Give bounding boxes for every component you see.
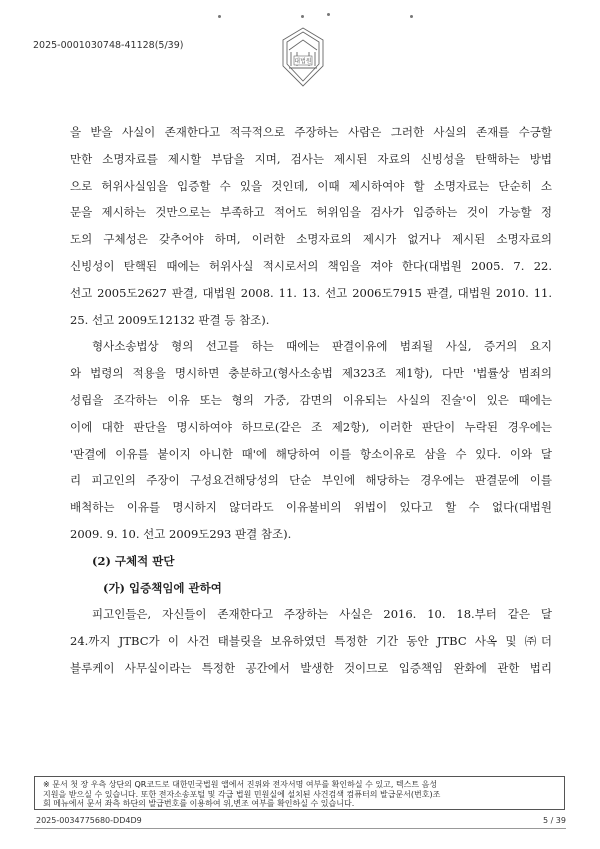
court-seal-icon xyxy=(279,26,327,88)
body-line: 2009. 9. 10. 선고 2009도293 판결 참조). xyxy=(70,526,292,541)
body-line: 만한 소명자료를 제시할 부담을 지며, 검사는 제시된 자료의 신빙성을 탄핵하는 방법 xyxy=(70,151,552,166)
body-line: 성립을 조각하는 이유 또는 형의 가중, 감면의 이유되는 사실의 진술'이 있은 때에는 xyxy=(70,392,552,407)
section-heading: (2) 구체적 판단 xyxy=(92,553,175,568)
seal-text: 대법원 xyxy=(294,58,312,65)
body-line: 선고 2005도2627 판결, 대법원 2008. 11. 13. 선고 2006도7915 판결, 대법원 2010. 11. xyxy=(70,285,552,300)
body-line: 형사소송법상 형의 선고를 하는 때에는 판결이유에 범죄될 사실, 증거의 요지 xyxy=(92,339,552,354)
body-line: 리 피고인의 주장이 구성요건해당성의 단순 부인에 해당하는 경우에는 판결문에 이를 xyxy=(70,473,552,488)
scan-dot xyxy=(327,13,330,16)
notice-line: ※ 문서 첫 장 우측 상단의 QR코드로 대한민국법원 앱에서 진위와 전자서명 여부를 확인하실 수 있고, 텍스트 음성 xyxy=(43,780,438,789)
body-line: 25. 선고 2009도12132 판결 등 참조). xyxy=(70,312,270,327)
body-line: 으로 허위사실임을 입증할 수 있을 것인데, 이때 제시하여야 할 소명자료는 단순히 소 xyxy=(70,178,552,193)
judgment-body xyxy=(70,119,552,682)
document-number: 2025-0001030748-41128(5/39) xyxy=(33,40,184,51)
subsection-heading: (가) 입증책임에 관하여 xyxy=(103,580,222,595)
body-line: 신빙성이 탄핵된 때에는 허위사실 적시로서의 책임을 져야 한다(대법원 2005. 7. 22. xyxy=(70,258,552,273)
notice-line: 회 메뉴에서 문서 좌측 하단의 발급번호를 이용하여 위,변조 여부를 확인하실 수 있습니다. xyxy=(43,799,355,809)
body-line: 이에 대한 판단을 명시하여야 하므로(같은 조 제2항), 이러한 판단이 누락된 경우에는 xyxy=(70,419,552,434)
notice-line: 지원을 받으실 수 있습니다. 또한 전자소송포털 및 각급 법원 민원실에 설치된 사건검색 컴퓨터의 발급문서(번호)조 xyxy=(43,789,441,799)
verification-notice xyxy=(34,776,565,810)
scan-dot xyxy=(301,15,304,18)
scan-dot xyxy=(218,15,221,18)
body-line: 을 받을 사실이 존재한다고 적극적으로 주장하는 사람은 그러한 사실의 존재를 수긍할 xyxy=(70,125,552,139)
body-line: 피고인들은, 자신들이 존재한다고 주장하는 사실은 2016. 10. 18.부터 같은 달 xyxy=(92,607,552,622)
body-line: 배척하는 이유를 명시하지 않더라도 이유불비의 위법이 있다고 할 수 없다(대법원 xyxy=(70,500,552,515)
body-line: 문을 제시하는 것만으로는 부족하고 적어도 허위임을 검사가 입증하는 것이 가능할 정 xyxy=(70,205,552,220)
body-line: 블루케이 사무실이라는 특정한 공간에서 발생한 것이므로 입증책임 완화에 관한 법리 xyxy=(70,660,552,675)
issue-number: 2025-0034775680-DD4D9 xyxy=(36,816,142,825)
body-line: '판결에 이유를 붙이지 아니한 때'에 해당하여 이를 항소이유로 삼을 수 있다. 이와 달 xyxy=(70,446,552,461)
footer-divider xyxy=(34,828,566,829)
body-line: 와 법령의 적용을 명시하면 충분하고(형사소송법 제323조 제1항), 다만 '법률상 범죄의 xyxy=(70,366,552,381)
body-line: 24.까지 JTBC가 이 사건 태블릿을 보유하였던 특정한 기간 동안 JTBC 사옥 및 ㈜더 xyxy=(70,634,552,649)
page-number: 5 / 39 xyxy=(542,816,566,825)
body-line: 도의 구체성은 갖추어야 하며, 이러한 소명자료의 제시가 없거나 제시된 소명자료의 xyxy=(70,232,552,247)
scan-dot xyxy=(410,15,413,18)
